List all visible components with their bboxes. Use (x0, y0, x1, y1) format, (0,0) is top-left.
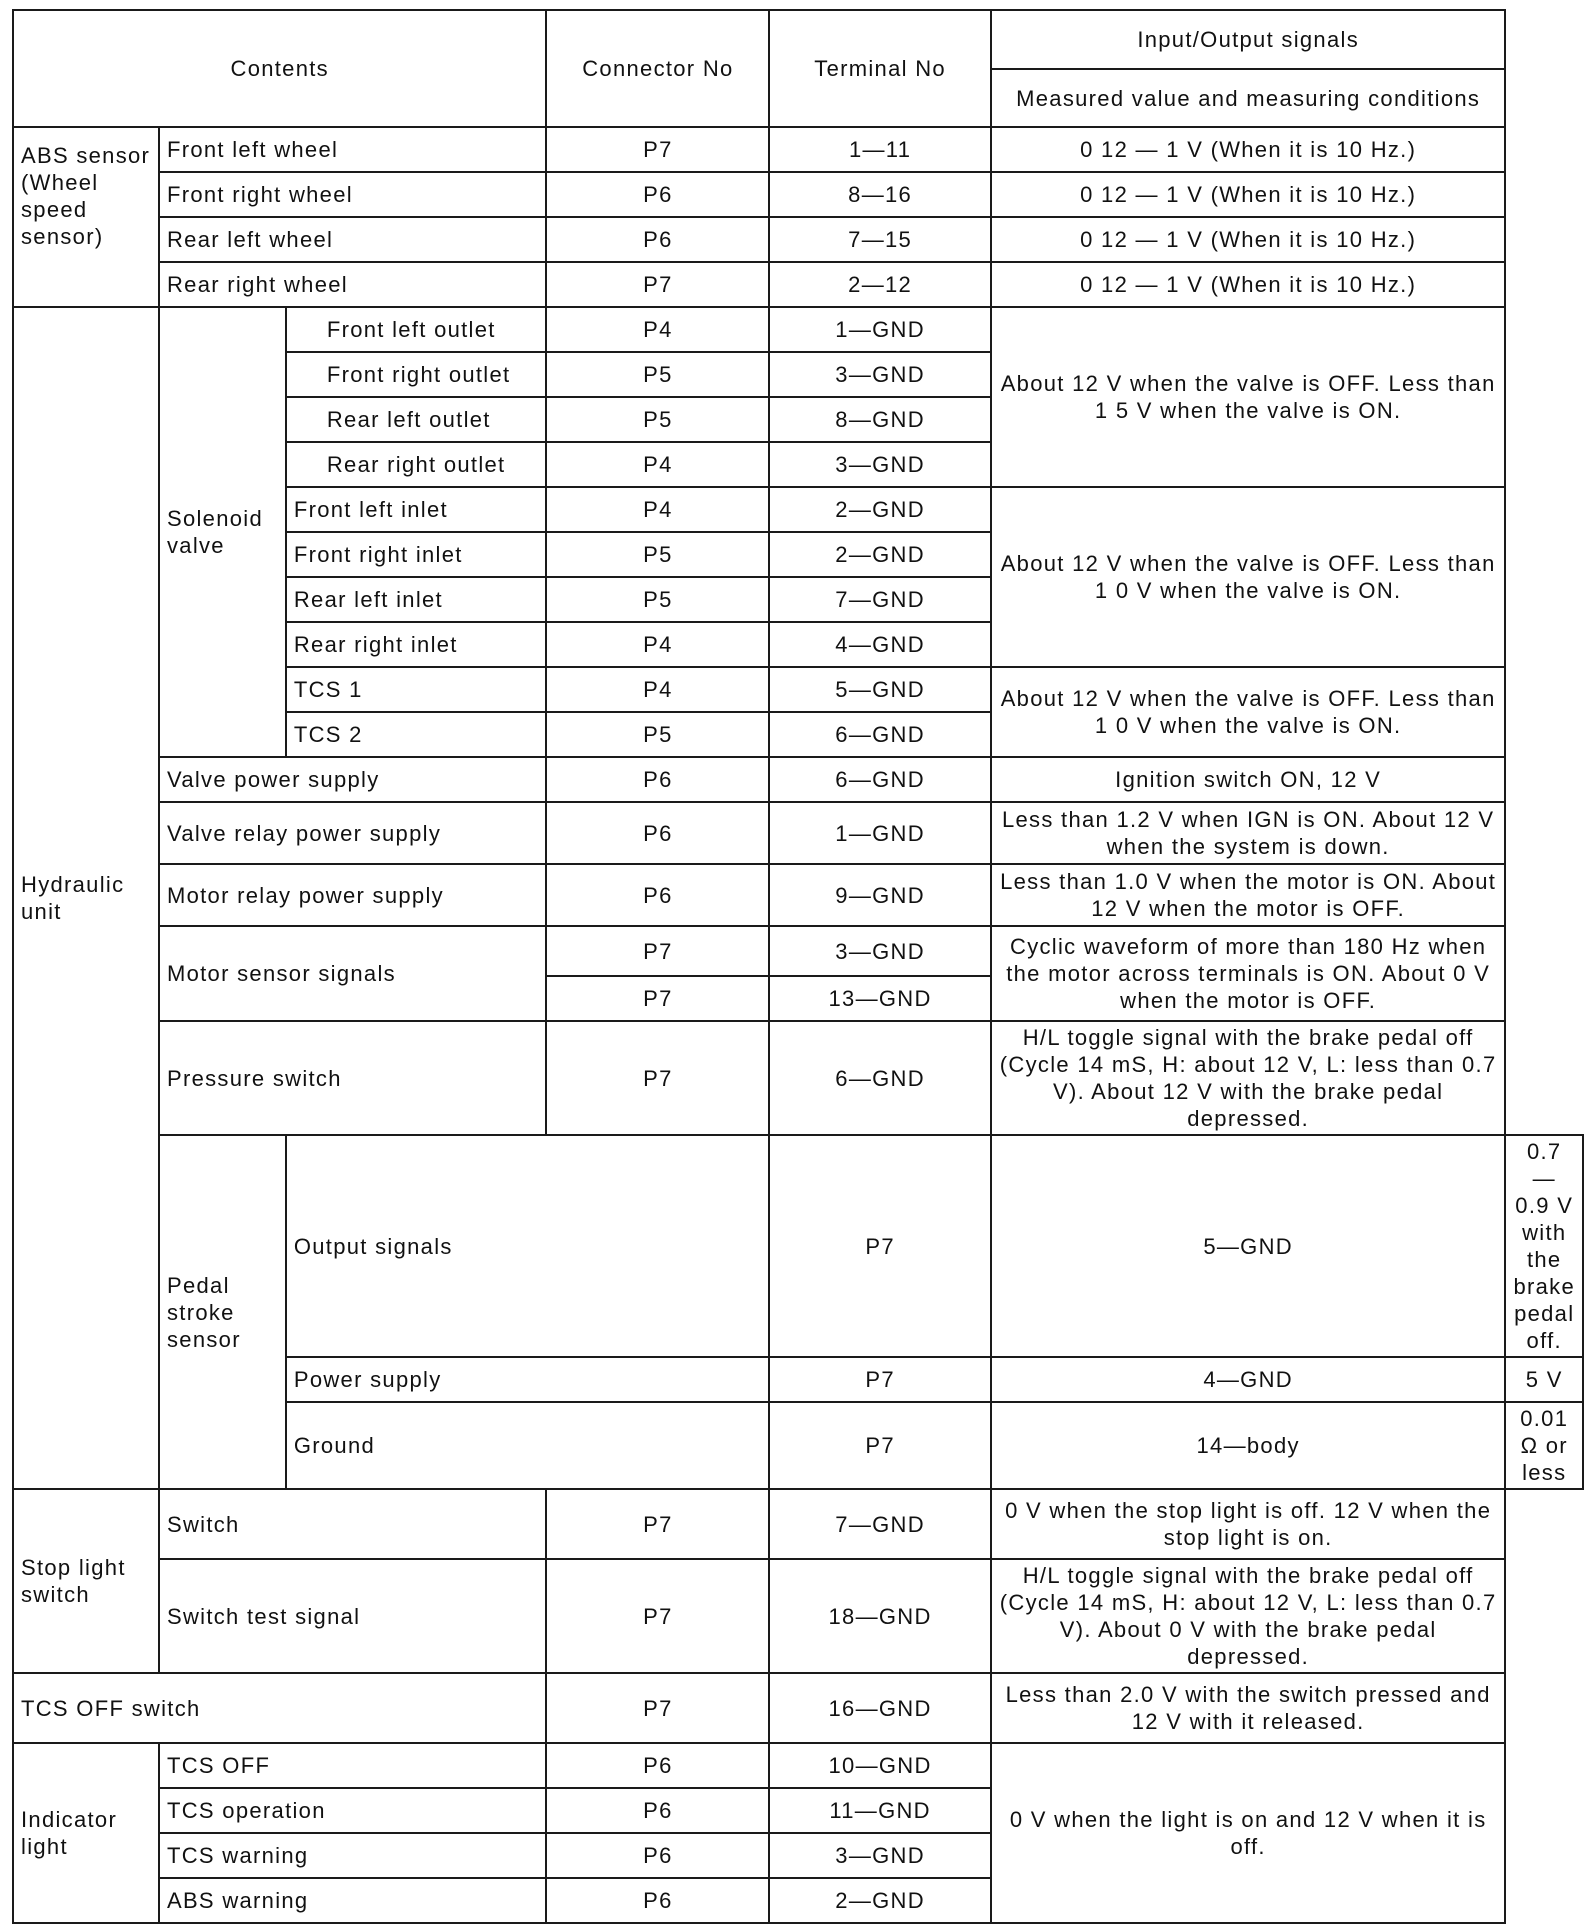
row-value: 0 V when the stop light is off. 12 V when the stop light is on. (991, 1489, 1506, 1559)
row-terminal: 5—GND (991, 1135, 1506, 1357)
row-connector: P5 (546, 577, 769, 622)
row-connector: P7 (546, 262, 769, 307)
row-item: Switch (159, 1489, 546, 1559)
row-value: Ignition switch ON, 12 V (991, 757, 1506, 802)
table-row (13, 262, 1583, 307)
row-terminal: 6—GND (769, 757, 991, 802)
row-terminal: 7—15 (769, 217, 991, 262)
row-item: ABS warning (159, 1878, 546, 1923)
row-item: Front left outlet (286, 307, 547, 352)
row-connector: P7 (546, 1559, 769, 1673)
row-item: Output signals (286, 1135, 770, 1357)
row-terminal: 9—GND (769, 864, 991, 926)
group-indicator-light: Indicator light (13, 1743, 159, 1923)
row-value: Less than 1.2 V when IGN is ON. About 12 V when the system is down. (991, 802, 1506, 864)
row-terminal: 13—GND (769, 976, 991, 1021)
row-item: Ground (286, 1402, 770, 1489)
row-terminal: 3—GND (769, 442, 991, 487)
table-row (13, 1021, 1583, 1135)
row-value: Less than 2.0 V with the switch pressed and 12 V with it released. (991, 1673, 1506, 1743)
row-item: Rear right wheel (159, 262, 546, 307)
row-connector: P7 (769, 1402, 991, 1489)
row-item: Front right outlet (286, 352, 547, 397)
row-terminal: 2—GND (769, 532, 991, 577)
row-item: Rear left inlet (286, 577, 547, 622)
table-row (13, 1559, 1583, 1673)
row-connector: P5 (546, 397, 769, 442)
row-terminal: 11—GND (769, 1788, 991, 1833)
group-stop-light-switch: Stop light switch (13, 1489, 159, 1673)
row-terminal: 8—16 (769, 172, 991, 217)
row-connector: P5 (546, 532, 769, 577)
row-item: Pressure switch (159, 1021, 546, 1135)
row-value: H/L toggle signal with the brake pedal off (Cycle 14 mS, H: about 12 V, L: less than 0.7 V). About 0 V with the brake pedal depressed. (991, 1559, 1506, 1673)
row-item: Front right wheel (159, 172, 546, 217)
row-value: 5 V (1505, 1357, 1583, 1402)
row-value: 0.01 Ω or less (1505, 1402, 1583, 1489)
row-value: H/L toggle signal with the brake pedal off (Cycle 14 mS, H: about 12 V, L: less than 0.7 V). About 12 V with the brake pedal depressed. (991, 1021, 1506, 1135)
row-terminal: 8—GND (769, 397, 991, 442)
row-terminal: 2—12 (769, 262, 991, 307)
header-io-signals: Input/Output signals (991, 10, 1506, 69)
row-item: Motor sensor signals (159, 926, 546, 1021)
group-pedal-stroke-sensor: Pedal stroke sensor (159, 1135, 286, 1489)
motor-sensor-value: Cyclic waveform of more than 180 Hz when the motor across terminals is ON. About 0 V when the motor is OFF. (991, 926, 1506, 1021)
row-connector: P5 (546, 712, 769, 757)
row-connector: P6 (546, 1833, 769, 1878)
row-item: Power supply (286, 1357, 770, 1402)
row-terminal: 1—11 (769, 127, 991, 172)
row-item: Front left wheel (159, 127, 546, 172)
row-connector: P4 (546, 622, 769, 667)
row-item: TCS OFF (159, 1743, 546, 1788)
row-connector: P6 (546, 864, 769, 926)
row-terminal: 3—GND (769, 926, 991, 976)
row-connector: P6 (546, 217, 769, 262)
row-connector: P6 (546, 802, 769, 864)
header-terminal: Terminal No (769, 10, 991, 127)
row-item: TCS 1 (286, 667, 547, 712)
inlets-value: About 12 V when the valve is OFF. Less than 1 0 V when the valve is ON. (991, 487, 1506, 667)
row-item: Rear left outlet (286, 397, 547, 442)
table-row (13, 217, 1583, 262)
row-terminal: 16—GND (769, 1673, 991, 1743)
row-terminal: 18—GND (769, 1559, 991, 1673)
row-item: Front left inlet (286, 487, 547, 532)
row-connector: P6 (546, 757, 769, 802)
table-row (13, 1489, 1583, 1559)
table-row (13, 1673, 1583, 1743)
row-terminal: 2—GND (769, 1878, 991, 1923)
row-terminal: 1—GND (769, 802, 991, 864)
row-value: 0 12 — 1 V (When it is 10 Hz.) (991, 217, 1506, 262)
group-abs-sensor: ABS sensor (Wheel speed sensor) (13, 127, 159, 307)
group-hydraulic-unit: Hydraulic unit (13, 307, 159, 1489)
row-connector: P6 (546, 172, 769, 217)
table-row (13, 172, 1583, 217)
row-connector: P6 (546, 1743, 769, 1788)
row-connector: P4 (546, 667, 769, 712)
table-row (13, 307, 1583, 352)
row-connector: P7 (546, 1673, 769, 1743)
row-item: Rear left wheel (159, 217, 546, 262)
spec-table-page (12, 9, 1584, 1924)
header-connector: Connector No (546, 10, 769, 127)
tcs-valve-value: About 12 V when the valve is OFF. Less than 1 0 V when the valve is ON. (991, 667, 1506, 757)
group-solenoid-valve: Solenoid valve (159, 307, 286, 757)
row-item: Switch test signal (159, 1559, 546, 1673)
table-row (13, 1743, 1583, 1788)
row-value: 0.7 — 0.9 V with the brake pedal off. (1505, 1135, 1583, 1357)
row-terminal: 2—GND (769, 487, 991, 532)
row-terminal: 7—GND (769, 1489, 991, 1559)
row-item: TCS warning (159, 1833, 546, 1878)
row-terminal: 3—GND (769, 1833, 991, 1878)
row-terminal: 7—GND (769, 577, 991, 622)
header-measured: Measured value and measuring conditions (991, 69, 1506, 127)
row-connector: P4 (546, 442, 769, 487)
row-item: Valve relay power supply (159, 802, 546, 864)
row-connector: P6 (546, 1878, 769, 1923)
row-terminal: 4—GND (991, 1357, 1506, 1402)
row-terminal: 4—GND (769, 622, 991, 667)
row-terminal: 6—GND (769, 1021, 991, 1135)
row-terminal: 5—GND (769, 667, 991, 712)
row-connector: P7 (546, 976, 769, 1021)
row-connector: P6 (546, 1788, 769, 1833)
table-row (13, 1135, 1583, 1357)
row-item: Front right inlet (286, 532, 547, 577)
header-contents: Contents (13, 10, 546, 127)
row-connector: P7 (546, 1489, 769, 1559)
row-terminal: 6—GND (769, 712, 991, 757)
table-row (13, 757, 1583, 802)
row-connector: P4 (546, 487, 769, 532)
row-terminal: 14—body (991, 1402, 1506, 1489)
row-value: 0 12 — 1 V (When it is 10 Hz.) (991, 127, 1506, 172)
row-value: 0 12 — 1 V (When it is 10 Hz.) (991, 262, 1506, 307)
row-value: 0 12 — 1 V (When it is 10 Hz.) (991, 172, 1506, 217)
row-connector: P7 (769, 1135, 991, 1357)
row-item: TCS 2 (286, 712, 547, 757)
table-row (13, 926, 1583, 976)
header-row (13, 10, 1583, 69)
row-terminal: 1—GND (769, 307, 991, 352)
row-connector: P7 (769, 1357, 991, 1402)
row-item: Rear right inlet (286, 622, 547, 667)
row-connector: P7 (546, 127, 769, 172)
row-item: TCS operation (159, 1788, 546, 1833)
row-connector: P7 (546, 926, 769, 976)
indicator-value: 0 V when the light is on and 12 V when it is off. (991, 1743, 1506, 1923)
table-row (13, 127, 1583, 172)
row-connector: P4 (546, 307, 769, 352)
row-connector: P7 (546, 1021, 769, 1135)
row-item: Motor relay power supply (159, 864, 546, 926)
row-item: TCS OFF switch (13, 1673, 546, 1743)
row-terminal: 10—GND (769, 1743, 991, 1788)
table-row (13, 864, 1583, 926)
row-item: Rear right outlet (286, 442, 547, 487)
row-value: Less than 1.0 V when the motor is ON. About 12 V when the motor is OFF. (991, 864, 1506, 926)
row-connector: P5 (546, 352, 769, 397)
row-terminal: 3—GND (769, 352, 991, 397)
row-item: Valve power supply (159, 757, 546, 802)
outlets-value: About 12 V when the valve is OFF. Less than 1 5 V when the valve is ON. (991, 307, 1506, 487)
table-row (13, 802, 1583, 864)
io-signals-table (12, 9, 1584, 1924)
